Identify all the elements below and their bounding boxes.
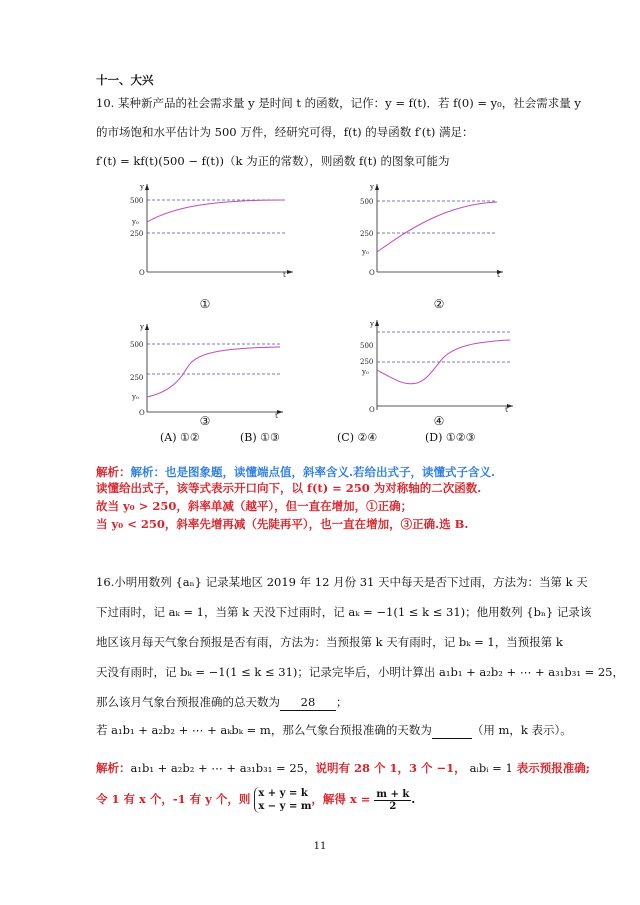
graph-3	[130, 320, 295, 420]
option-a: (A) ①②	[160, 431, 200, 444]
analysis16-aibi: aᵢbᵢ = 1	[469, 761, 513, 775]
label-y0: y₀	[362, 248, 369, 256]
q16-line-6-post: （用 m，k 表示）。	[471, 723, 572, 737]
label-250: 250	[360, 230, 374, 238]
label-250: 250	[130, 374, 144, 382]
analysis16-meaning: 表示预报准确;	[516, 761, 591, 775]
graph-1-label: ①	[199, 297, 211, 311]
graph-4-label: ④	[433, 414, 445, 428]
label-origin: O	[139, 269, 145, 277]
q10-line-2: 的市场饱和水平估计为 500 万件，经研究可得，f(t) 的导函数 f′(t) 满足：	[96, 125, 474, 139]
graph-3-svg	[130, 320, 295, 420]
label-t: t	[497, 271, 500, 279]
analysis10-line-2: 读懂给出式子，该等式表示开口向下，以 f(t) = 250 为对称轴的二次函数.	[96, 481, 482, 495]
label-y0: y₀	[362, 368, 369, 376]
graph-1	[130, 180, 295, 280]
label-y0: y₀	[132, 218, 139, 226]
analysis10-line-3: 故当 y₀ > 250，斜率单减（越平），但一直在增加，①正确；	[96, 499, 413, 513]
q16-line-3: 地区该月每天气象台预报是否有雨，方法为：当预报第 k 天有雨时，记 bₖ = 1，当预报第 k	[96, 635, 563, 649]
label-y: y	[370, 320, 374, 328]
label-500: 500	[130, 341, 144, 349]
analysis16-line-2-text: 令 1 有 x 个，-1 有 y 个，则	[96, 792, 251, 806]
t-axis-arrow	[507, 404, 513, 408]
graph-1-svg	[130, 180, 295, 280]
option-b: (B) ①③	[240, 431, 280, 444]
analysis-label: 解析：	[96, 465, 131, 479]
analysis16-count: 说明有 28 个 1，3 个 −1，	[315, 761, 466, 775]
label-origin: O	[139, 409, 145, 417]
curve-2	[377, 202, 497, 252]
analysis16-formula: a₁b₁ + a₂b₂ + ⋯ + a₃₁b₃₁ = 25，	[130, 761, 316, 775]
q16-line-5: 那么该月气象台预报准确的总天数为 28 ；	[96, 695, 348, 709]
q16-line-6	[96, 722, 572, 739]
y-axis-arrow	[375, 320, 379, 326]
label-origin: O	[369, 406, 375, 414]
label-t: t	[505, 406, 508, 414]
fraction-numerator: m + k	[376, 788, 410, 800]
y-axis-arrow	[375, 184, 379, 190]
label-t: t	[275, 412, 278, 420]
y-axis-arrow	[145, 324, 149, 330]
analysis10-line-1	[96, 464, 495, 480]
graph-3-label: ③	[199, 414, 211, 428]
curve-3	[147, 347, 280, 397]
q16-line-6-text: 若 a₁b₁ + a₂b₂ + ⋯ + aₖbₖ = m，那么气象台预报准确的天数为	[96, 723, 432, 737]
t-axis-arrow	[287, 270, 293, 274]
equation-bottom: x − y = m	[258, 801, 312, 812]
fraction	[374, 789, 411, 812]
q10-line-3: f′(t) = kf(t)(500 − f(t))（k 为正的常数），则函数 f(t) 的图象可能为	[96, 154, 450, 168]
label-500: 500	[360, 198, 374, 206]
analysis-label: 解析：	[96, 761, 131, 775]
label-t: t	[283, 271, 286, 279]
graph-2-svg	[360, 180, 525, 280]
option-c: (C) ②④	[337, 431, 378, 444]
analysis10-line-1-text: 解析：也是图象题，读懂端点值，斜率含义.若给出式子，读懂式子含义.	[130, 465, 496, 479]
label-y: y	[370, 183, 374, 191]
q16-line-1: 16.小明用数列 {aₙ} 记录某地区 2019 年 12 月份 31 天中每天是否下过雨，方法为：当第 k 天	[96, 575, 588, 589]
q16-line-2: 下过雨时，记 aₖ = 1，当第 k 天没下过雨时，记 aₖ = −1(1 ≤ k ≤ 31)；他用数列 {bₙ} 记录该	[96, 605, 592, 619]
section-title: 十一、大兴	[96, 73, 154, 87]
page-number: 11	[313, 841, 327, 852]
analysis16-line-2: 令 1 有 x 个，-1 有 y 个，则 x + y = k x − y = m，解得 x = $\frac{m + k}{2}$ .	[96, 788, 416, 812]
label-250: 250	[360, 358, 374, 366]
y-axis-arrow	[145, 184, 149, 190]
fraction-denominator: 2	[389, 800, 397, 812]
answer-blank-2	[432, 722, 472, 739]
q16-line-4: 天没有雨时，记 bₖ = −1(1 ≤ k ≤ 31)；记录完毕后，小明计算出 a₁b₁ + a₂b₂ + ⋯ + a₃₁b₃₁ = 25，	[96, 665, 625, 679]
t-axis-arrow	[277, 410, 283, 414]
q16-line-5-text: 那么该月气象台预报准确的总天数为	[96, 695, 280, 709]
label-250: 250	[130, 230, 144, 238]
label-y0: y₀	[132, 393, 139, 401]
graph-2	[360, 180, 525, 280]
label-500: 500	[360, 342, 374, 350]
option-d: (D) ①②③	[425, 431, 476, 444]
graph-2-label: ②	[433, 297, 445, 311]
graph-4	[360, 318, 525, 418]
graph-4-svg	[360, 318, 525, 418]
q10-line-1: 10. 某种新产品的社会需求量 y 是时间 t 的函数，记作：y = f(t)．若 f(0) = y₀，社会需求量 y	[96, 96, 581, 110]
curve-1	[147, 200, 285, 222]
label-y: y	[140, 183, 144, 191]
analysis16-line-1	[96, 760, 590, 776]
analysis10-line-4: 当 y₀ < 250，斜率先增再减（先陡再平），也一直在增加，③正确.选 B.	[96, 517, 469, 531]
label-origin: O	[369, 269, 375, 277]
answer-blank-1: 28	[280, 694, 336, 711]
equation-system	[254, 787, 311, 813]
label-y: y	[140, 323, 144, 331]
label-500: 500	[130, 197, 144, 205]
analysis16-solve-text: ，解得 x =	[311, 792, 371, 806]
equation-top: x + y = k	[258, 788, 308, 799]
